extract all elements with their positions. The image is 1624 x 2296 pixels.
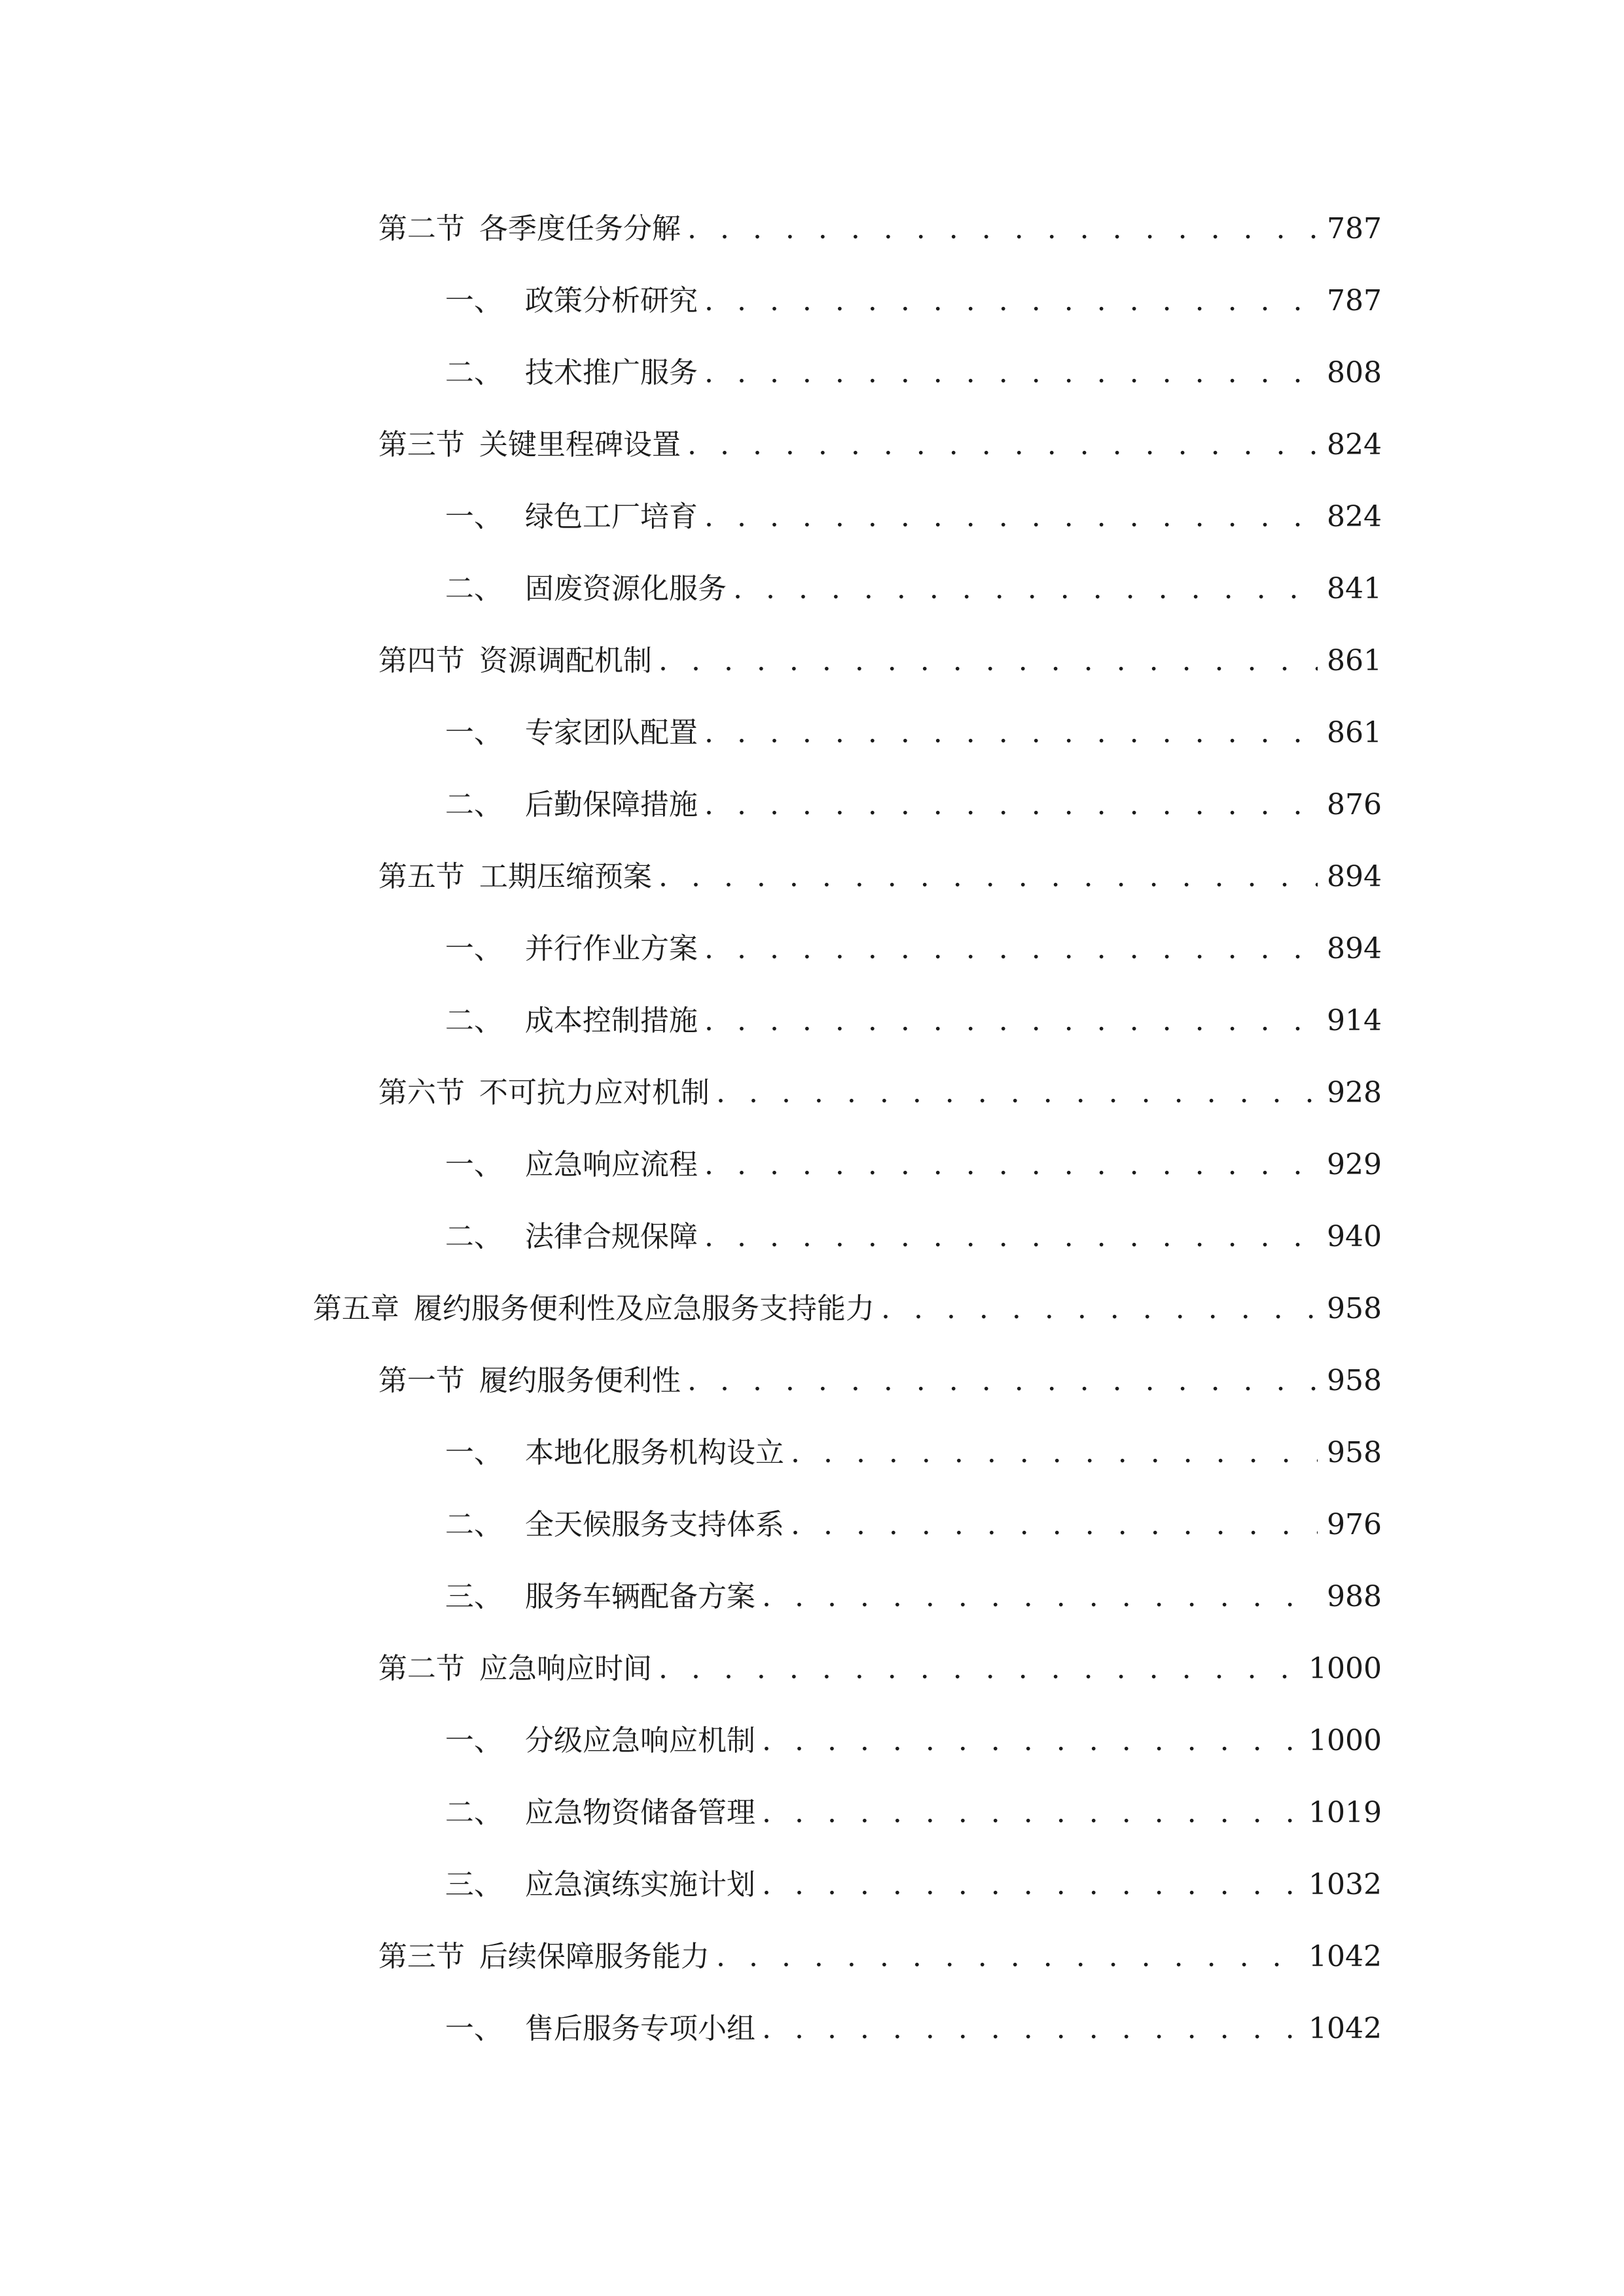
toc-entry[interactable] (378, 206, 1382, 252)
toc-entry-title: 法律合规保障 (525, 1220, 698, 1253)
toc-entry-number: 二、 (445, 1220, 503, 1253)
toc-entry-page: 958 (1327, 1292, 1382, 1325)
toc-entry[interactable] (378, 638, 1382, 684)
dot-leader (755, 1718, 1299, 1764)
dot-leader (875, 1286, 1318, 1332)
toc-entry-title: 全天候服务支持体系 (525, 1508, 784, 1541)
toc-entry-number: 三、 (445, 1868, 503, 1901)
toc-entry-title: 应急演练实施计划 (525, 1868, 755, 1901)
toc-entry-page: 787 (1327, 212, 1382, 245)
toc-entry-title: 各季度任务分解 (479, 212, 681, 245)
toc-entry[interactable] (445, 350, 1382, 396)
toc-entry-title: 应急响应时间 (479, 1652, 652, 1685)
toc-entry-number: 一、 (445, 1436, 503, 1469)
toc-entry[interactable] (445, 1790, 1382, 1836)
toc-entry-page: 988 (1327, 1580, 1382, 1613)
toc-entry-page: 861 (1327, 644, 1382, 677)
toc-entry-number: 一、 (445, 2012, 503, 2045)
dot-leader (652, 854, 1318, 900)
dot-leader (710, 1070, 1318, 1116)
toc-entry[interactable] (445, 998, 1382, 1044)
toc-entry-title: 成本控制措施 (525, 1004, 698, 1037)
toc-entry-title: 工期压缩预案 (479, 860, 652, 893)
toc-entry-number: 三、 (445, 1580, 503, 1613)
toc-entry[interactable] (445, 2006, 1382, 2052)
dot-leader (755, 2006, 1299, 2052)
toc-entry-page: 958 (1327, 1436, 1382, 1469)
toc-entry-number: 二、 (445, 788, 503, 821)
toc-entry-page: 876 (1327, 788, 1382, 821)
dot-leader (710, 1934, 1299, 1980)
toc-entry-page: 824 (1327, 428, 1382, 461)
toc-entry-title: 履约服务便利性及应急服务支持能力 (414, 1292, 875, 1325)
toc-entry-title: 专家团队配置 (525, 716, 698, 749)
toc-entry-page: 976 (1327, 1508, 1382, 1541)
dot-leader (681, 206, 1318, 252)
toc-entry-title: 技术推广服务 (525, 356, 698, 389)
toc-entry-number: 第五节 (378, 860, 465, 893)
toc-entry-title: 应急物资储备管理 (525, 1796, 755, 1829)
toc-entry[interactable] (378, 422, 1382, 468)
toc-entry[interactable] (378, 1070, 1382, 1116)
toc-entry[interactable] (313, 1286, 1382, 1332)
toc-entry-page: 841 (1327, 572, 1382, 605)
toc-entry-page: 940 (1327, 1220, 1382, 1253)
dot-leader (681, 422, 1318, 468)
toc-entry-number: 一、 (445, 1148, 503, 1181)
toc-entry-number: 一、 (445, 500, 503, 533)
dot-leader (698, 278, 1318, 324)
toc-entry-number: 第二节 (378, 212, 465, 245)
toc-entry-page: 861 (1327, 716, 1382, 749)
toc-entry[interactable] (445, 494, 1382, 540)
toc-entry-number: 二、 (445, 356, 503, 389)
toc-entry-number: 第三节 (378, 1940, 465, 1973)
toc-entry-number: 第六节 (378, 1076, 465, 1109)
toc-entry-page: 1032 (1308, 1868, 1382, 1901)
toc-entry-title: 后勤保障措施 (525, 788, 698, 821)
toc-entry-page: 1000 (1308, 1652, 1382, 1685)
toc-entry-title: 后续保障服务能力 (479, 1940, 710, 1973)
dot-leader (755, 1790, 1299, 1836)
toc-entry-number: 二、 (445, 1508, 503, 1541)
toc-entry-title: 服务车辆配备方案 (525, 1580, 755, 1613)
toc-entry-number: 第一节 (378, 1364, 465, 1397)
toc-entry[interactable] (445, 278, 1382, 324)
toc-entry-page: 958 (1327, 1364, 1382, 1397)
toc-entry-title: 绿色工厂培育 (525, 500, 698, 533)
toc-entry-page: 894 (1327, 932, 1382, 965)
toc-entry-title: 售后服务专项小组 (525, 2012, 755, 2045)
dot-leader (755, 1574, 1318, 1620)
toc-entry-number: 一、 (445, 716, 503, 749)
dot-leader (698, 710, 1318, 756)
toc-entry-page: 1042 (1308, 1940, 1382, 1973)
toc-entry[interactable] (445, 926, 1382, 972)
toc-entry-title: 本地化服务机构设立 (525, 1436, 784, 1469)
toc-entry-page: 1042 (1308, 2012, 1382, 2045)
toc-entry[interactable] (445, 566, 1382, 612)
toc-entry[interactable] (445, 1214, 1382, 1260)
toc-entry-page: 787 (1327, 284, 1382, 317)
toc-entry[interactable] (445, 782, 1382, 828)
toc-entry-number: 第五章 (313, 1292, 399, 1325)
toc-entry[interactable] (445, 1862, 1382, 1908)
toc-entry[interactable] (378, 854, 1382, 900)
dot-leader (755, 1862, 1299, 1908)
toc-entry[interactable] (445, 1430, 1382, 1476)
toc-entry-title: 并行作业方案 (525, 932, 698, 965)
toc-entry-number: 一、 (445, 284, 503, 317)
toc-entry-title: 不可抗力应对机制 (479, 1076, 710, 1109)
dot-leader (698, 926, 1318, 972)
dot-leader (652, 638, 1318, 684)
toc-entry[interactable] (378, 1934, 1382, 1980)
toc-entry-title: 分级应急响应机制 (525, 1724, 755, 1757)
dot-leader (784, 1502, 1318, 1548)
toc-entry-page: 894 (1327, 860, 1382, 893)
toc-entry-number: 二、 (445, 572, 503, 605)
toc-entry-title: 资源调配机制 (479, 644, 652, 677)
dot-leader (698, 998, 1318, 1044)
toc-entry[interactable] (445, 1718, 1382, 1764)
toc-entry-number: 第三节 (378, 428, 465, 461)
dot-leader (698, 1214, 1318, 1260)
toc-entry-page: 808 (1327, 356, 1382, 389)
toc-entry[interactable] (445, 710, 1382, 756)
toc-entry-number: 二、 (445, 1796, 503, 1829)
dot-leader (784, 1430, 1318, 1476)
toc-entry[interactable] (445, 1502, 1382, 1548)
toc-entry-page: 824 (1327, 500, 1382, 533)
toc-entry[interactable] (445, 1142, 1382, 1188)
toc-entry-number: 一、 (445, 1724, 503, 1757)
toc-entry[interactable] (378, 1646, 1382, 1692)
dot-leader (698, 494, 1318, 540)
toc-entry-page: 1000 (1308, 1724, 1382, 1757)
toc-entry-number: 二、 (445, 1004, 503, 1037)
toc-entry-title: 关键里程碑设置 (479, 428, 681, 461)
dot-leader (727, 566, 1318, 612)
toc-entry-title: 固废资源化服务 (525, 572, 727, 605)
toc-entry[interactable] (378, 1358, 1382, 1404)
toc-entry-number: 第四节 (378, 644, 465, 677)
dot-leader (652, 1646, 1299, 1692)
toc-entry-page: 1019 (1308, 1796, 1382, 1829)
dot-leader (698, 782, 1318, 828)
toc-entry-number: 第二节 (378, 1652, 465, 1685)
toc-entry-title: 应急响应流程 (525, 1148, 698, 1181)
toc-entry[interactable] (445, 1574, 1382, 1620)
toc-entry-page: 928 (1327, 1076, 1382, 1109)
toc-entry-title: 履约服务便利性 (479, 1364, 681, 1397)
toc-entry-number: 一、 (445, 932, 503, 965)
toc-entry-title: 政策分析研究 (525, 284, 698, 317)
dot-leader (698, 350, 1318, 396)
dot-leader (681, 1358, 1318, 1404)
dot-leader (698, 1142, 1318, 1188)
toc-entry-page: 929 (1327, 1148, 1382, 1181)
toc-entry-page: 914 (1327, 1004, 1382, 1037)
